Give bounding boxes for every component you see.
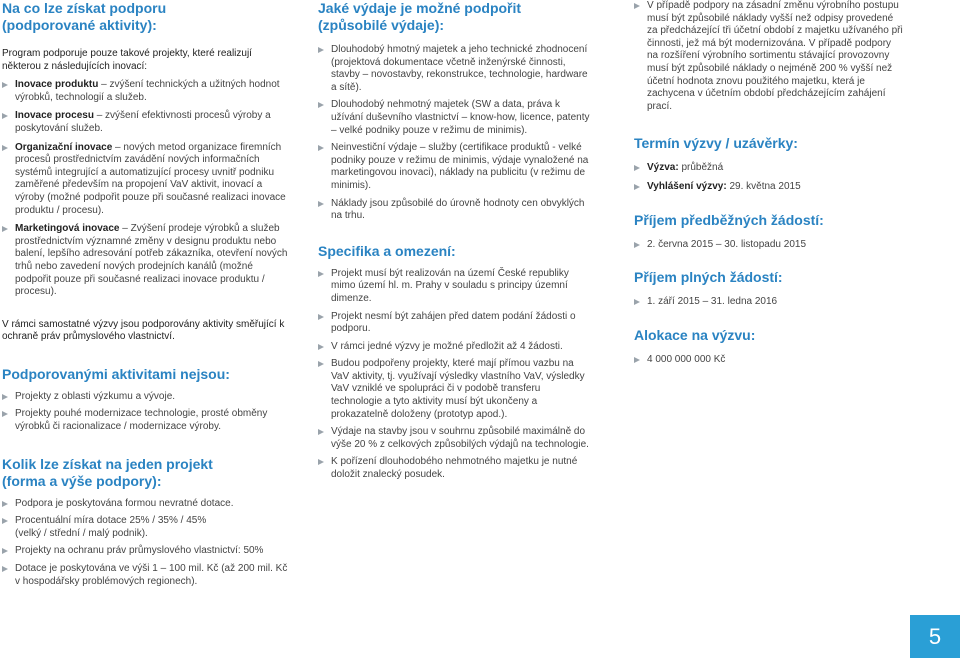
- heading-preliminary-applications: Příjem předběžných žádostí:: [634, 211, 824, 228]
- list-item: Projekt musí být realizován na území České republiky mimo území hl. m. Prahy v souladu s principy územní dimenze.: [318, 268, 594, 306]
- heading-call-dates: Termín výzvy / uzávěrky:: [634, 135, 798, 152]
- list-item: Procentuální míra dotace 25% / 35% / 45% (velký / střední / malý podnik).: [2, 515, 290, 540]
- list-item: [2, 79, 290, 104]
- list-item: Výdaje na stavby jsou v souhrnu způsobilé maximálně do výše 20 % z celkových způsobilých výdajů na technologie.: [318, 426, 594, 451]
- list-item: Náklady jsou způsobilé do úrovně hodnoty cen obvyklých na trhu.: [318, 198, 594, 223]
- list-item: Neinvestiční výdaje – služby (certifikace produktů - velké podniky pouze v režimu de minimis, výdaje vynaložené na marketingovou inovaci), náklady na publicitu (v režimu de minimis).: [318, 142, 594, 192]
- list-item: [634, 162, 904, 175]
- limits-list: [318, 268, 594, 482]
- list-item: V rámci jedné výzvy je možné předložit až 4 žádosti.: [318, 341, 594, 354]
- item-text: – zvýšení efektivnosti procesů výroby a poskytování služeb.: [15, 110, 271, 134]
- ip-note: V rámci samostatné výzvy jsou podporovány aktivity směřující k ochraně práv průmyslového vlastnictví.: [2, 318, 285, 343]
- list-item: 1. září 2015 – 31. ledna 2016: [634, 296, 904, 309]
- page-number: 5: [910, 615, 960, 658]
- list-item: Dotace je poskytována ve výši 1 – 100 mil. Kč (až 200 mil. Kč v hospodářsky problémových regionech).: [2, 563, 290, 588]
- item-text: 29. května 2015: [726, 180, 801, 192]
- item-bold: Marketingová inovace: [15, 223, 120, 235]
- terms-list: [634, 162, 904, 193]
- item-bold: Organizační inovace: [15, 141, 113, 153]
- list-item: [2, 142, 290, 218]
- item-bold: Inovace procesu: [15, 110, 94, 122]
- list-item: [2, 223, 290, 299]
- heading-eligible-expenses: Jaké výdaje je možné podpořit (způsobilé výdaje):: [318, 0, 522, 33]
- not-supported-list: [2, 391, 290, 434]
- heading-specifics: Specifika a omezení:: [318, 242, 456, 259]
- item-bold: Výzva:: [647, 162, 679, 174]
- item-bold: Vyhlášení výzvy:: [647, 180, 727, 192]
- item-text: – zvýšení technických a užitných hodnot výrobků, technologií a služeb.: [15, 79, 280, 103]
- list-item: 4 000 000 000 Kč: [634, 354, 904, 367]
- heading-full-applications: Příjem plných žádostí:: [634, 269, 783, 286]
- expenses-list: [318, 44, 594, 223]
- amount-list: [2, 498, 290, 589]
- intro-text: Program podporuje pouze takové projekty, které realizují některou z následujících inovací:: [2, 48, 252, 72]
- column-left: [2, 0, 290, 588]
- list-item: K pořízení dlouhodobého nehmotného majetku je nutné doložit znalecký posudek.: [318, 456, 594, 481]
- column-right: [634, 0, 904, 366]
- item-bold: Inovace produktu: [15, 79, 99, 91]
- item-text: – nových metod organizace firemních procesů prostřednictvím zavádění nových informačních systémů integrující a automatizující procesy uvnitř podniku zaměřené především na propojení VaV aktivit, inovací a výroby (možné podpořit pouze při současné realizaci inovace produktu / procesu).: [15, 141, 286, 216]
- preliminary-list: [634, 239, 904, 252]
- heading-allocation: Alokace na výzvu:: [634, 326, 756, 343]
- list-item: [634, 181, 904, 194]
- heading-not-supported: Podporovanými aktivitami nejsou:: [2, 365, 230, 382]
- list-item: Projekty na ochranu práv průmyslového vlastnictví: 50%: [2, 545, 290, 558]
- item-text: – Zvýšení prodeje výrobků a služeb prostřednictvím významné změny v designu produktu nebo balení, lepšího adresování potřeb zákazníka, otevření nových trhů nebo zavedení nových prodejních kanálů (možné podpořit pouze při současné realizaci inovace produktu / procesu).: [15, 223, 288, 298]
- list-item: Projekty pouhé modernizace technologie, prosté obměny výrobků či racionalizace / modernizace výroby.: [2, 408, 290, 433]
- list-item: Projekt nesmí být zahájen před datem podání žádosti o podporu.: [318, 311, 594, 336]
- column-middle: [318, 0, 594, 482]
- list-item: Dlouhodobý hmotný majetek a jeho technické zhodnocení (projektová dokumentace včetně inženýrské činnosti, stavby – novostavby, rekonstrukce, technologie, hardware a sítě).: [318, 44, 594, 94]
- list-item: 2. června 2015 – 30. listopadu 2015: [634, 239, 904, 252]
- list-item: [2, 110, 290, 135]
- full-list: [634, 296, 904, 309]
- innovation-list: [2, 79, 290, 299]
- item-text: průběžná: [678, 162, 724, 174]
- list-item: V případě podpory na zásadní změnu výrobního postupu musí být způsobilé náklady vyšší než odpisy provedené za předcházející tři účetní období z majetku užívaného při činnosti, jež má být modernizována. V případě podpory na rozšíření výrobního sortimentu stávající provozovny musí být způsobilé náklady o nejméně 200 % vyšší než účetní hodnota znovu použitého majetku, která je zachycena v účetním období předcházejícím zahájení prací.: [634, 0, 904, 113]
- heading-supported-activities: Na co lze získat podporu (podporované aktivity):: [2, 0, 167, 33]
- continuation-list: [634, 0, 904, 113]
- heading-amount: Kolik lze získat na jeden projekt (forma a výše podpory):: [2, 455, 213, 489]
- list-item: Budou podpořeny projekty, které mají přímou vazbu na VaV aktivity, tj. využívají výsledky vlastního VaV, výsledky VaV vzniklé ve spolupráci či v podobě transferu technologie a tyto aktivity musí být ukončeny a prokazatelně doloženy (prototyp apod.).: [318, 358, 594, 421]
- list-item: Dlouhodobý nehmotný majetek (SW a data, práva k užívání duševního vlastnictví – know-how, licence, patenty – velké podniky pouze v režimu de minimis).: [318, 99, 594, 137]
- list-item: Podpora je poskytována formou nevratné dotace.: [2, 498, 290, 511]
- allocation-list: [634, 354, 904, 367]
- list-item: Projekty z oblasti výzkumu a vývoje.: [2, 391, 290, 404]
